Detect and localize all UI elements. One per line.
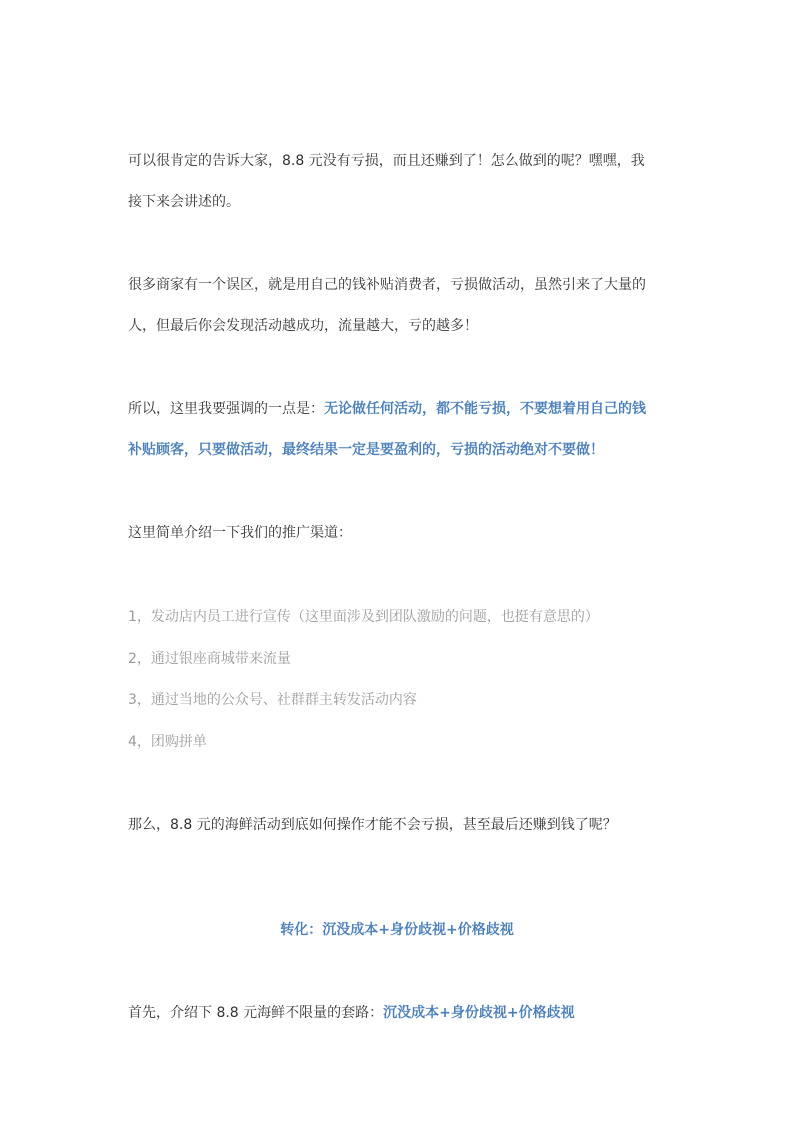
channel-item: 4，团购拼单 (128, 734, 207, 750)
paragraph-1-line-1: 可以很肯定的告诉大家，8.8 元没有亏损，而且还赚到了！怎么做到的呢？嘿嘿，我 (128, 153, 645, 169)
paragraph-1-line-2: 接下来会讲述的。 (128, 194, 240, 210)
channel-item: 1，发动店内员工进行宣传（这里面涉及到团队激励的问题，也挺有意思的） (128, 609, 599, 625)
channel-item: 2，通过银座商城带来流量 (128, 651, 291, 667)
paragraph-3-line-2: 补贴顾客，只要做活动，最终结果一定是要盈利的，亏损的活动绝对不要做！ (128, 442, 604, 458)
channel-item: 3，通过当地的公众号、社群群主转发活动内容 (128, 692, 417, 708)
paragraph-3-emphasis: 无论做任何活动，都不能亏损，不要想着用自己的钱 (324, 401, 646, 417)
section-heading: 转化：沉没成本+身份歧视+价格歧视 (280, 922, 514, 938)
paragraph-5: 那么，8.8 元的海鲜活动到底如何操作才能不会亏损，甚至最后还赚到钱了呢？ (128, 817, 617, 833)
paragraph-3-line-1 (128, 399, 646, 419)
paragraph-2-line-2: 人，但最后你会发现活动越成功，流量越大，亏的越多！ (128, 318, 478, 334)
paragraph-6-emphasis: 沉没成本+身份歧视+价格歧视 (383, 1005, 575, 1021)
paragraph-6 (128, 1003, 575, 1023)
channels-intro: 这里简单介绍一下我们的推广渠道： (128, 525, 352, 541)
paragraph-3-plain: 所以，这里我要强调的一点是： (128, 401, 324, 417)
paragraph-6-plain: 首先，介绍下 8.8 元海鲜不限量的套路： (128, 1005, 384, 1021)
paragraph-2-line-1: 很多商家有一个误区，就是用自己的钱补贴消费者，亏损做活动，虽然引来了大量的 (128, 277, 646, 293)
